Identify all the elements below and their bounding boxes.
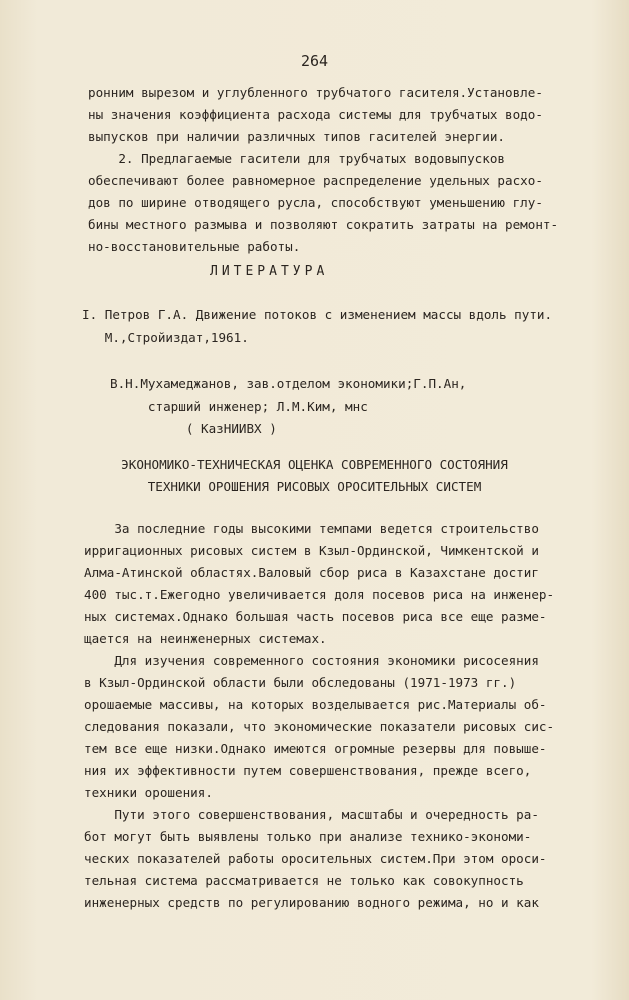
body-line-17: тельная система рассматривается не только как совокупность <box>84 873 524 888</box>
body-line-6: щается на неинженерных системах. <box>84 631 327 646</box>
body-line-14: Пути этого совершенствования, масштабы и очередность ра- <box>84 807 539 822</box>
body-line-18: инженерных средств по регулированию водного режима, но и как <box>84 895 539 910</box>
article-title-line-1: ЭКОНОМИКО-ТЕХНИЧЕСКАЯ ОЦЕНКА СОВРЕМЕННОГО СОСТОЯНИЯ <box>121 457 508 472</box>
body-line-9: орошаемые массивы, на которых возделывается рис.Материалы об- <box>84 697 547 712</box>
body-line-15: бот могут быть выявлены только при анализе технико-экономи- <box>84 829 532 844</box>
body-line-16: ческих показателей работы оросительных систем.При этом ороси- <box>84 851 547 866</box>
reference-line-2: М.,Стройиздат,1961. <box>82 330 249 345</box>
body-line-13: техники орошения. <box>84 785 213 800</box>
page-number: 264 <box>300 52 329 70</box>
literature-heading: ЛИТЕРАТУРА <box>210 264 329 279</box>
intro-line-2: ны значения коэффициента расхода системы для трубчатых водо- <box>88 107 543 122</box>
body-line-1: За последние годы высокими темпами ведется строительство <box>84 521 539 536</box>
intro-line-3: выпусков при наличии различных типов гасителей энергии. <box>88 129 506 144</box>
body-line-10: следования показали, что экономические показатели рисовых сис- <box>84 719 555 734</box>
body-line-5: ных системах.Однако большая часть посевов риса все еще разме- <box>84 609 547 624</box>
intro-line-7: бины местного размыва и позволяют сократить затраты на ремонт- <box>88 217 559 232</box>
body-line-12: ния их эффективности путем совершенствования, прежде всего, <box>84 763 532 778</box>
author-line-2: старший инженер; Л.М.Ким, мнс <box>110 399 368 414</box>
body-line-3: Алма-Атинской областях.Валовый сбор риса в Казахстане достиг <box>84 565 539 580</box>
body-line-2: ирригационных рисовых систем в Кзыл-Ординской, Чимкентской и <box>84 543 539 558</box>
article-title-line-2: ТЕХНИКИ ОРОШЕНИЯ РИСОВЫХ ОРОСИТЕЛЬНЫХ СИСТЕМ <box>147 479 482 494</box>
author-line-3: ( КазНИИВХ ) <box>110 421 277 436</box>
intro-line-1: ронним вырезом и углубленного трубчатого гасителя.Установле- <box>88 85 543 100</box>
intro-line-8: но-восстановительные работы. <box>88 239 301 254</box>
intro-line-6: дов по ширине отводящего русла, способствуют уменьшению глу- <box>88 195 543 210</box>
intro-line-5: обеспечивают более равномерное распределение удельных расхо- <box>88 173 543 188</box>
intro-line-4: 2. Предлагаемые гасители для трубчатых водовыпусков <box>88 151 506 166</box>
body-line-7: Для изучения современного состояния экономики рисосеяния <box>84 653 539 668</box>
body-line-11: тем все еще низки.Однако имеются огромные резервы для повыше- <box>84 741 547 756</box>
body-line-4: 400 тыс.т.Ежегодно увеличивается доля посевов риса на инженер- <box>84 587 555 602</box>
author-line-1: В.Н.Мухамеджанов, зав.отделом экономики;Г.П.Ан, <box>110 376 467 391</box>
body-line-8: в Кзыл-Ординской области были обследованы (1971-1973 гг.) <box>84 675 517 690</box>
reference-line-1: I. Петров Г.А. Движение потоков с изменением массы вдоль пути. <box>82 307 553 322</box>
